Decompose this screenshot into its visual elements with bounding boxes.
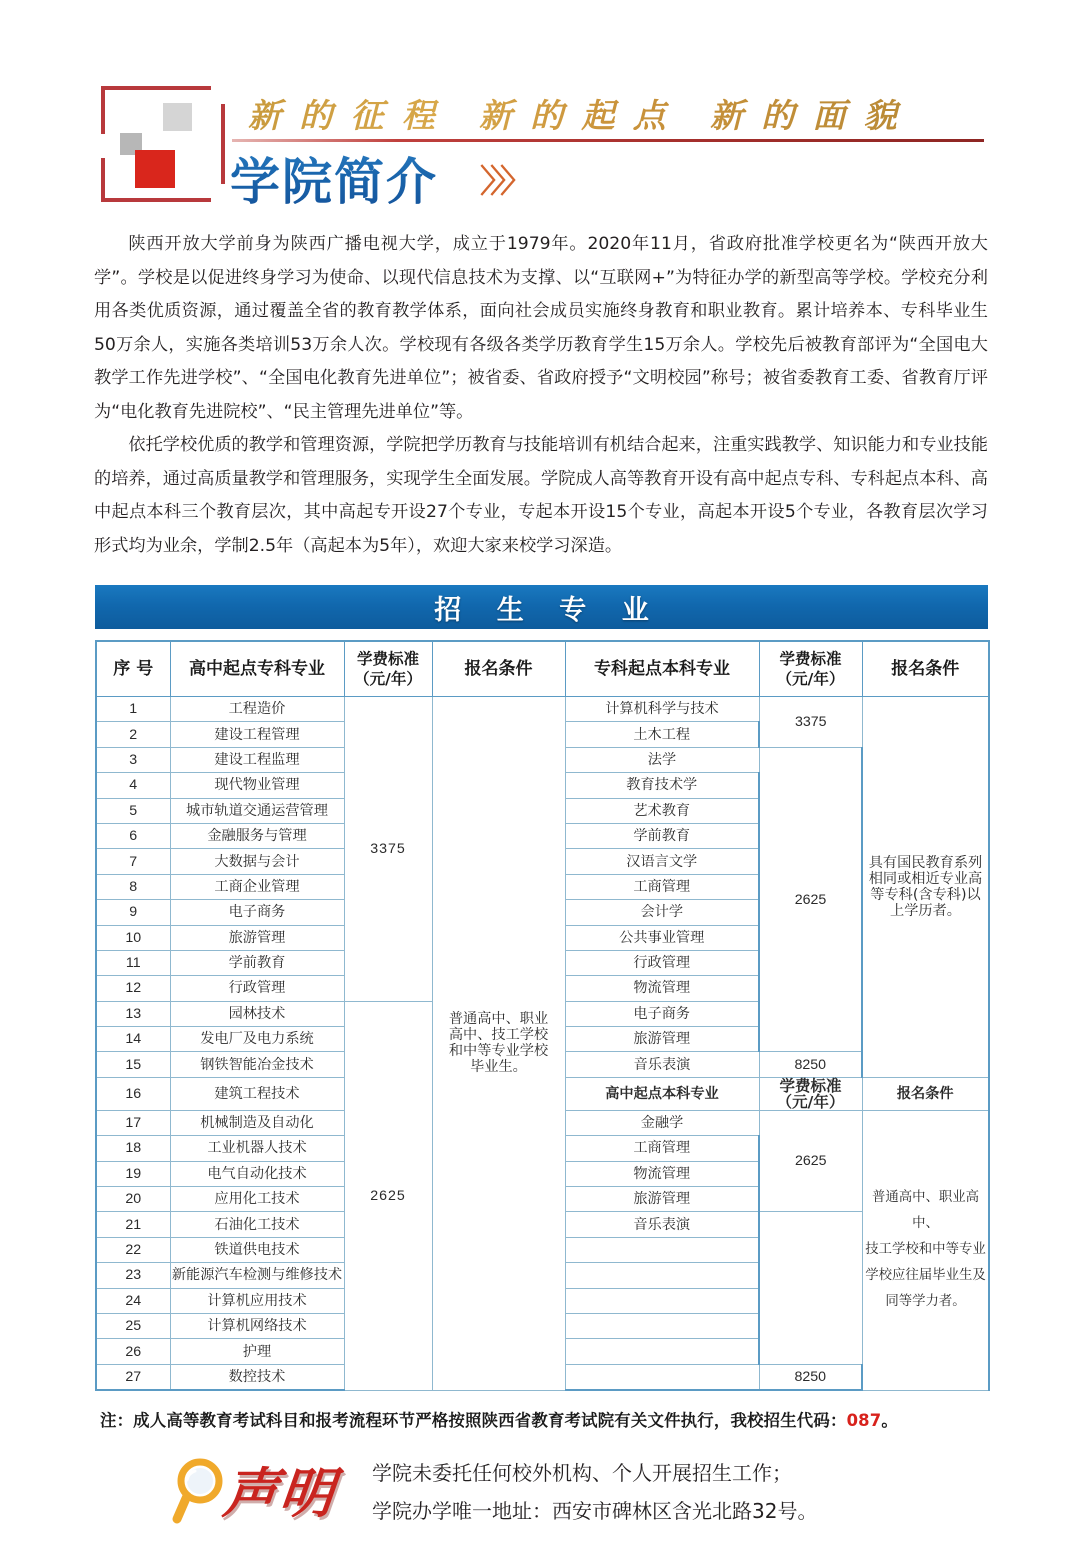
logo-square-red <box>135 150 175 188</box>
th-fee-right-line2: （元/年） <box>776 670 845 688</box>
cell-benke-major: 汉语言文学 <box>565 849 759 874</box>
cell-seq: 5 <box>96 798 170 823</box>
cell-seq: 24 <box>96 1288 170 1313</box>
cell-zhuanke-major: 机械制造及自动化 <box>170 1110 344 1135</box>
condition-line: 高中、技工学校 <box>448 1027 549 1044</box>
cell-benke-major: 物流管理 <box>565 976 759 1001</box>
cell-benke-major: 会计学 <box>565 900 759 925</box>
cell-gaoqiben-major: 金融学 <box>565 1110 759 1135</box>
cell-zhuanke-major: 园林技术 <box>170 1001 344 1026</box>
intro-text <box>94 228 988 563</box>
condition-line: 学校应往届毕业生及 <box>865 1268 986 1284</box>
cell-seq: 10 <box>96 925 170 950</box>
cell-seq: 8 <box>96 874 170 899</box>
cell-zhuanke-major: 护理 <box>170 1339 344 1364</box>
cell-seq: 16 <box>96 1077 170 1110</box>
cell-benke-major: 教育技术学 <box>565 773 759 798</box>
subheader-gaoqiben-fee <box>759 1077 862 1110</box>
cell-seq: 20 <box>96 1187 170 1212</box>
table-header-row <box>96 641 989 697</box>
th-fee-left-line2: （元/年） <box>354 670 422 688</box>
cell-seq: 7 <box>96 849 170 874</box>
cell-benke-fee: 2625 <box>759 747 862 1052</box>
cell-benke-major: 法学 <box>565 747 759 772</box>
th-fee-left-line1: 学费标准 <box>356 650 419 668</box>
cell-zhuanke-major: 计算机网络技术 <box>170 1313 344 1338</box>
cell-gaoqiben-fee: 2625 <box>759 1110 862 1212</box>
cell-seq: 6 <box>96 823 170 848</box>
subheader-gaoqiben-major: 高中起点本科专业 <box>565 1077 759 1110</box>
condition-line: 具有国民教育系列 <box>868 854 983 871</box>
cell-seq: 3 <box>96 747 170 772</box>
cell-zhuanke-major: 石油化工技术 <box>170 1212 344 1237</box>
cell-zhuanke-major: 学前教育 <box>170 950 344 975</box>
condition-line: 等专科(含专科)以 <box>870 886 981 903</box>
th-seq: 序 号 <box>96 641 170 697</box>
header-slogan <box>248 90 928 137</box>
page-title: 学院简介 <box>230 142 438 214</box>
cell-seq: 13 <box>96 1001 170 1026</box>
cell-benke-major: 行政管理 <box>565 950 759 975</box>
condition-line: 毕业生。 <box>470 1059 527 1076</box>
cell-zhuanke-fee: 2625 <box>344 1001 432 1390</box>
th-cond-left: 报名条件 <box>432 641 565 697</box>
cell-zhuanke-major: 铁道供电技术 <box>170 1237 344 1262</box>
cell-zhuanke-major: 工程造价 <box>170 697 344 722</box>
cell-benke-major: 工商管理 <box>565 874 759 899</box>
condition-line: 普通高中、职业高中、 <box>871 1190 980 1232</box>
cell-seq: 25 <box>96 1313 170 1338</box>
cell-seq: 4 <box>96 773 170 798</box>
header-slogan-part-3: 新 的 面 貌 <box>710 99 902 135</box>
th-benke-major: 专科起点本科专业 <box>565 641 759 697</box>
cell-zhuanke-major: 旅游管理 <box>170 925 344 950</box>
th-fee-right-line1: 学费标准 <box>779 650 842 668</box>
cell-gaoqiben-major <box>565 1339 759 1364</box>
cell-zhuanke-major: 钢铁智能冶金技术 <box>170 1052 344 1077</box>
cell-gaoqiben-major: 旅游管理 <box>565 1187 759 1212</box>
cell-zhuanke-major: 工业机器人技术 <box>170 1136 344 1161</box>
cell-zhuanke-condition <box>432 697 565 1391</box>
intro-paragraph-2: 依托学校优质的教学和管理资源，学院把学历教育与技能培训有机结合起来，注重实践教学、知识能力和专业技能的培养，通过高质量教学和管理服务，实现学生全面发展。学院成人高等教育开设有高中起点专科、专科起点本科、高中起点本科三个教育层次，其中高起专开设27个专业，专起本开设15个专业，高起本开设5个专业，各教育层次学习形式均为业余，学制2.5年（高起本为5年），欢迎大家来校学习深造。 <box>94 435 988 556</box>
condition-line: 普通高中、职业 <box>448 1011 549 1028</box>
cell-benke-major: 计算机科学与技术 <box>565 697 759 722</box>
cell-seq: 9 <box>96 900 170 925</box>
page-header <box>0 78 1080 228</box>
declaration-block <box>0 1449 1080 1535</box>
condition-line: 同等学力者。 <box>885 1294 966 1310</box>
chevron-right-icon: 〉〉〉 <box>480 163 527 199</box>
subheader-gaoqiben-condition: 报名条件 <box>862 1077 989 1110</box>
cell-zhuanke-major: 数控技术 <box>170 1364 344 1390</box>
cell-benke-major: 旅游管理 <box>565 1027 759 1052</box>
th-cond-right: 报名条件 <box>862 641 989 697</box>
table-row <box>96 697 989 722</box>
cell-benke-major: 公共事业管理 <box>565 925 759 950</box>
header-slogan-part-1: 新 的 征 程 <box>248 99 440 135</box>
cell-seq: 1 <box>96 697 170 722</box>
admission-note-prefix: 注：成人高等教育考试科目和报考流程环节严格按照陕西省教育考试院有关文件执行，我校招生代码： <box>100 1411 847 1431</box>
cell-seq: 15 <box>96 1052 170 1077</box>
cell-seq: 12 <box>96 976 170 1001</box>
majors-table-wrapper <box>95 640 988 1391</box>
cell-gaoqiben-major <box>565 1364 759 1390</box>
subheader-fee-line1: 学费标准 <box>779 1076 842 1095</box>
cell-zhuanke-major: 建设工程管理 <box>170 722 344 747</box>
cell-zhuanke-major: 建筑工程技术 <box>170 1077 344 1110</box>
admission-code: 087 <box>846 1411 882 1431</box>
cell-zhuanke-major: 现代物业管理 <box>170 773 344 798</box>
cell-seq: 23 <box>96 1263 170 1288</box>
cell-zhuanke-major: 建设工程监理 <box>170 747 344 772</box>
cell-zhuanke-major: 工商企业管理 <box>170 874 344 899</box>
majors-table-body <box>96 697 989 1391</box>
cell-seq: 14 <box>96 1027 170 1052</box>
cell-benke-major: 音乐表演 <box>565 1052 759 1077</box>
th-zhuanke-major: 高中起点专科专业 <box>170 641 344 697</box>
cell-benke-major: 电子商务 <box>565 1001 759 1026</box>
cell-gaoqiben-major: 物流管理 <box>565 1161 759 1186</box>
cell-gaoqiben-major <box>565 1313 759 1338</box>
cell-gaoqiben-condition <box>862 1110 989 1390</box>
header-slogan-part-2: 新 的 起 点 <box>479 99 671 135</box>
cell-seq: 21 <box>96 1212 170 1237</box>
cell-zhuanke-major: 发电厂及电力系统 <box>170 1027 344 1052</box>
cell-seq: 18 <box>96 1136 170 1161</box>
declaration-line-2: 学院办学唯一地址：西安市碑林区含光北路32号。 <box>372 1499 818 1524</box>
cell-zhuanke-fee: 3375 <box>344 697 432 1002</box>
cell-gaoqiben-major <box>565 1288 759 1313</box>
cell-zhuanke-major: 电气自动化技术 <box>170 1161 344 1186</box>
th-fee-right <box>759 641 862 697</box>
logo-notch-top-right <box>211 86 225 104</box>
cell-zhuanke-major: 金融服务与管理 <box>170 823 344 848</box>
cell-gaoqiben-major <box>565 1263 759 1288</box>
condition-line: 上学历者。 <box>890 902 961 919</box>
majors-table <box>95 640 990 1391</box>
declaration-line-1: 学院未委托任何校外机构、个人开展招生工作； <box>372 1461 792 1486</box>
intro-paragraph-1: 陕西开放大学前身为陕西广播电视大学，成立于1979年。2020年11月，省政府批准学校更名为“陕西开放大学”。学校是以促进终身学习为使命、以现代信息技术为支撑、以“互联网+”为特征办学的新型高等学校。学校充分利用各类优质资源，通过覆盖全省的教育教学体系，面向社会成员实施终身教育和职业教育。累计培养本、专科毕业生50万余人，实施各类培训53万余人次。学校现有各级各类学历教育学生15万余人。学校先后被教育部评为“全国电大教学工作先进学校”、“全国电化教育先进单位”；被省委、省政府授予“文明校园”称号；被省委教育工委、省教育厅评为“电化教育先进院校”、“民主管理先进单位”等。 <box>94 234 988 422</box>
logo-notch-left <box>101 134 109 158</box>
cell-gaoqiben-major: 工商管理 <box>565 1136 759 1161</box>
declaration-logo <box>168 1449 366 1535</box>
admission-note-suffix: 。 <box>881 1411 898 1431</box>
logo-notch-bottom-right <box>211 184 225 202</box>
cell-zhuanke-major: 行政管理 <box>170 976 344 1001</box>
cell-zhuanke-major: 电子商务 <box>170 900 344 925</box>
magnifier-icon <box>170 1457 226 1529</box>
cell-benke-major: 学前教育 <box>565 823 759 848</box>
cell-seq: 26 <box>96 1339 170 1364</box>
cell-zhuanke-major: 应用化工技术 <box>170 1187 344 1212</box>
subheader-fee-line2: （元/年） <box>776 1092 845 1111</box>
condition-line: 和中等专业学校 <box>448 1043 549 1060</box>
cell-seq: 19 <box>96 1161 170 1186</box>
section-banner-admissions: 招 生 专 业 <box>95 585 988 629</box>
cell-gaoqiben-major <box>565 1237 759 1262</box>
cell-seq: 22 <box>96 1237 170 1262</box>
cell-zhuanke-major: 大数据与会计 <box>170 849 344 874</box>
declaration-text <box>366 1454 817 1530</box>
cell-seq: 17 <box>96 1110 170 1135</box>
cell-zhuanke-major: 城市轨道交通运营管理 <box>170 798 344 823</box>
cell-benke-fee: 8250 <box>759 1052 862 1077</box>
logo-square-gray-light <box>163 103 192 131</box>
cell-benke-major: 土木工程 <box>565 722 759 747</box>
declaration-label: 声明 <box>220 1461 339 1526</box>
cell-seq: 2 <box>96 722 170 747</box>
cell-benke-fee: 3375 <box>759 697 862 748</box>
cell-zhuanke-major: 新能源汽车检测与维修技术 <box>170 1263 344 1288</box>
condition-line: 技工学校和中等专业 <box>865 1242 986 1258</box>
cell-gaoqiben-fee: 8250 <box>759 1364 862 1390</box>
cell-benke-major: 艺术教育 <box>565 798 759 823</box>
cell-zhuanke-major: 计算机应用技术 <box>170 1288 344 1313</box>
admission-note <box>100 1407 988 1431</box>
cell-gaoqiben-major: 音乐表演 <box>565 1212 759 1237</box>
th-fee-left <box>344 641 432 697</box>
condition-line: 相同或相近专业高 <box>868 870 983 887</box>
cell-seq: 27 <box>96 1364 170 1390</box>
cell-benke-condition <box>862 697 989 1078</box>
cell-seq: 11 <box>96 950 170 975</box>
